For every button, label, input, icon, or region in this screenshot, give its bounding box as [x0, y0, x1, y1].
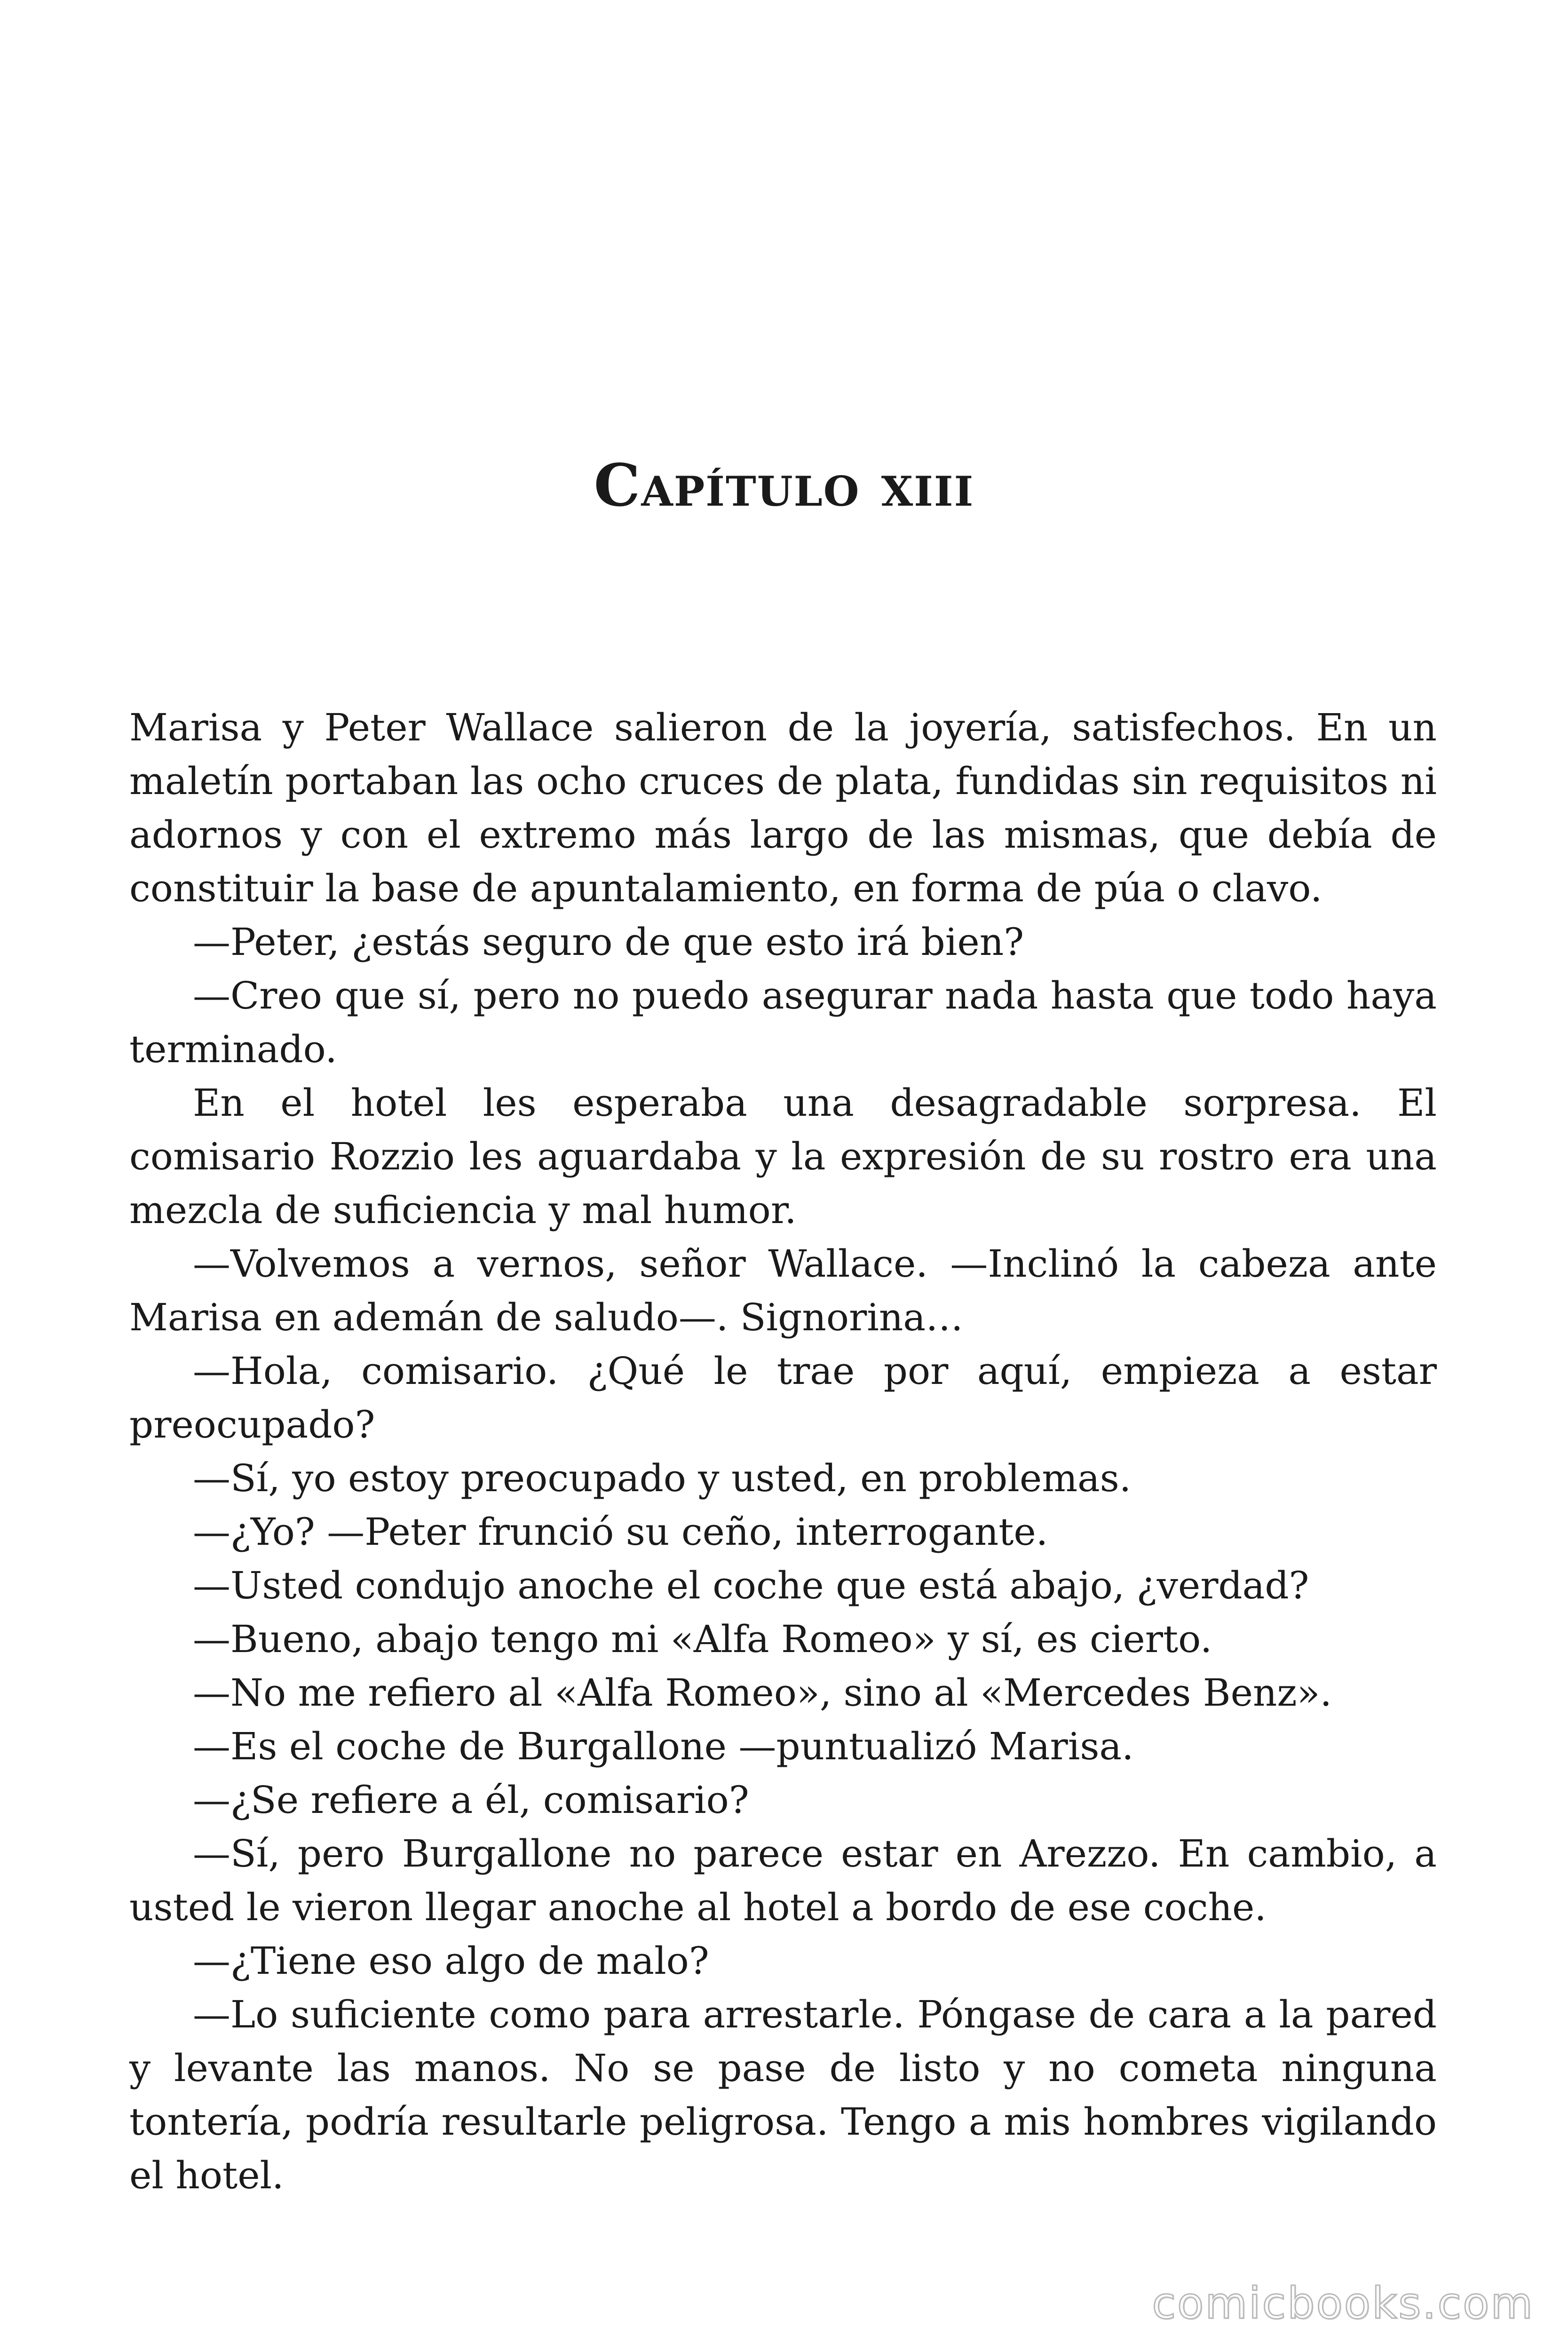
- paragraph: —¿Se refiere a él, comisario?: [193, 1778, 749, 1822]
- watermark-text: comicbooks.com: [1152, 2278, 1534, 2328]
- paragraph: —¿Yo? —Peter frunció su ceño, interrogante.: [193, 1510, 1048, 1554]
- paragraph: En el hotel les esperaba una desagradable sorpresa. El comisario Rozzio les aguardaba y la expresión de su rostro era una mezcla de suficiencia y mal humor.: [129, 1081, 1437, 1232]
- paragraph: —Es el coche de Burgallone —puntualizó Marisa.: [193, 1724, 1134, 1768]
- paragraph: —Sí, pero Burgallone no parece estar en Arezzo. En cambio, a usted le vieron llegar anoche al hotel a bordo de ese coche.: [129, 1832, 1437, 1929]
- paragraph: —¿Tiene eso algo de malo?: [193, 1939, 709, 1983]
- paragraph: —Bueno, abajo tengo mi «Alfa Romeo» y sí, es cierto.: [193, 1617, 1212, 1661]
- paragraph: —Lo suficiente como para arrestarle. Póngase de cara a la pared y levante las manos. No se pase de listo y no cometa ninguna tontería, podría resultarle peligrosa. Tengo a mis hombres vigilando el hotel.: [129, 1993, 1437, 2197]
- paragraph: —Usted condujo anoche el coche que está abajo, ¿verdad?: [193, 1564, 1309, 1607]
- paragraph: —Peter, ¿estás seguro de que esto irá bien?: [193, 920, 1024, 964]
- paragraph: —Volvemos a vernos, señor Wallace. —Inclinó la cabeza ante Marisa en ademán de saludo—. Signorina…: [129, 1242, 1437, 1339]
- paragraph: —Creo que sí, pero no puedo asegurar nada hasta que todo haya terminado.: [129, 974, 1437, 1071]
- chapter-title: Capítulo xiii: [594, 452, 974, 520]
- paragraph: —Hola, comisario. ¿Qué le trae por aquí, empieza a estar preocupado?: [129, 1349, 1437, 1446]
- chapter-body: [129, 701, 1437, 2202]
- paragraph: —No me refiero al «Alfa Romeo», sino al «Mercedes Benz».: [193, 1671, 1332, 1715]
- paragraph: —Sí, yo estoy preocupado y usted, en problemas.: [193, 1456, 1132, 1500]
- paragraph: Marisa y Peter Wallace salieron de la joyería, satisfechos. En un maletín portaban las ocho cruces de plata, fundidas sin requisitos ni adornos y con el extremo más largo de las mismas, que debía de constituir la base de apuntalamiento, en forma de púa o clavo.: [129, 706, 1437, 910]
